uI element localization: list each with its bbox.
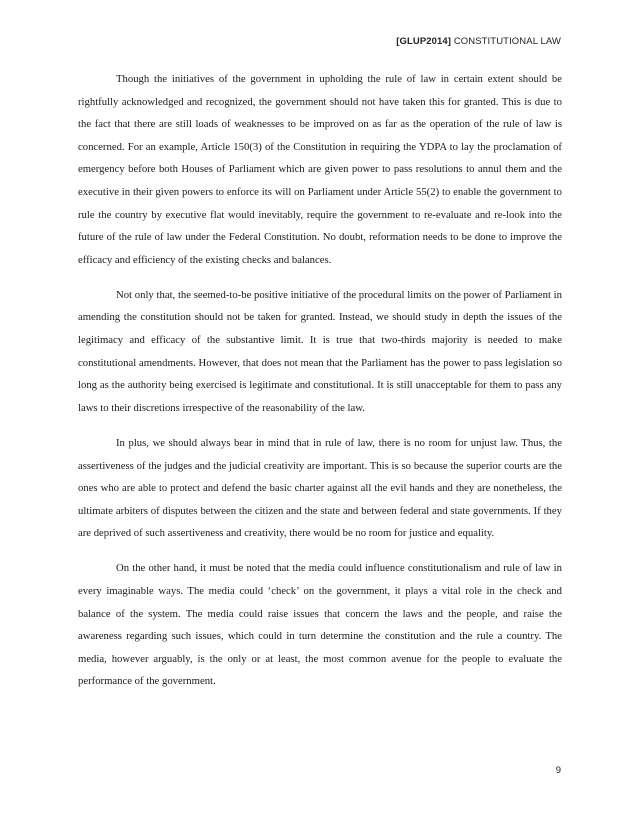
running-header bbox=[396, 36, 561, 47]
header-title: CONSTITUTIONAL LAW bbox=[453, 36, 561, 47]
paragraph-2: Not only that, the seemed-to-be positive initiative of the procedural limits on the power of Parliament in amending the constitution should not be taken for granted. Instead, we should study in depth the issues of the legitimacy and efficacy of the substantive limit. It is true that two-thirds majority is needed to make constitutional amendments. However, that does not mean that the Parliament has the power to pass legislation so long as the authority being exercised is legitimate and constitutional. It is still unacceptable for them to pass any laws to their discretions irrespective of the reasonability of the law. bbox=[78, 288, 562, 414]
paragraph-4: On the other hand, it must be noted that the media could influence constitutionalism and rule of law in every imaginable ways. The media could ‘check’ on the government, it plays a vital role in the check and balance of the system. The media could raise issues that concern the laws and the people, and raise the awareness regarding such issues, which could in turn determine the constitution and the rule a country. The media, however arguably, is the only or at least, the most common avenue for the people to evaluate the performance of the government. bbox=[78, 562, 562, 688]
paragraph-1: Though the initiatives of the government in upholding the rule of law in certain extent should be rightfully acknowledged and recognized, the government should not have taken this for granted. This is due to the fact that there are still loads of weaknesses to be improved on as far as the operation of the rule of law is concerned. For an example, Article 150(3) of the Constitution in requiring the YDPA to lay the proclamation of emergency before both Houses of Parliament which are given power to pass resolutions to annul them and the executive in their given powers to enforce its will on Parliament under Article 55(2) to enable the government to rule the country by executive flat would inevitably, require the government to re-evaluate and re-look into the future of the rule of law under the Federal Constitution. No doubt, reformation needs to be done to improve the efficacy and efficiency of the existing checks and balances. bbox=[78, 73, 562, 266]
paragraph-3: In plus, we should always bear in mind that in rule of law, there is no room for unjust law. Thus, the assertiveness of the judges and the judicial creativity are important. This is so because the superior courts are the ones who are able to protect and defend the basic charter against all the evil hands and they are nonetheless, the ultimate arbiters of disputes between the citizen and the state and between federal and state governments. If they are deprived of such assertiveness and creativity, there would be no room for justice and equality. bbox=[78, 436, 562, 540]
header-tag: [GLUP2014] bbox=[396, 36, 452, 47]
body-text bbox=[78, 68, 562, 705]
page-number: 9 bbox=[555, 765, 561, 776]
